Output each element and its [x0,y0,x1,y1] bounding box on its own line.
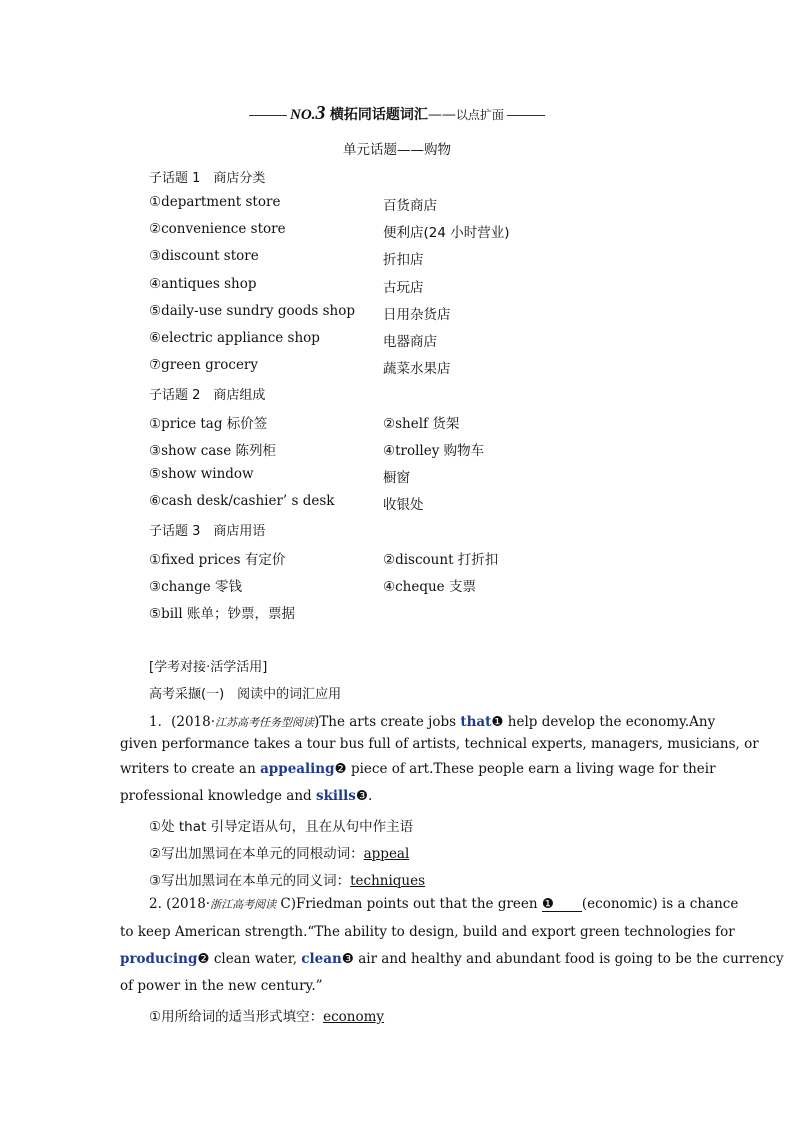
topic1-en: ⑤daily-use sundry goods shop [149,303,356,319]
title-dash: — [427,107,442,123]
practice-heading: [学考对接·活学活用] [149,660,268,675]
q2-line-2: to keep American strength.“The ability to design, build and export green technologies for [120,924,735,940]
topic2-item: ②shelf 货架 [383,416,460,432]
topic1-cn: 百货商店 [383,198,437,214]
q1-line-1: 1．(2018·江苏高考任务型阅读)The arts create jobs that❶ help develop the economy.Any [149,714,716,730]
topic1-heading: 子话题 1 商店分类 [149,171,266,186]
topic2-item: ①price tag 标价签 [149,416,268,432]
topic1-en: ②convenience store [149,221,286,237]
topic1-en: ③discount store [149,248,259,264]
title-dash-2: — [441,107,456,123]
topic2-item: 橱窗 [383,470,410,486]
topic1-cn: 电器商店 [383,334,437,350]
q1-answer-3: ③写出加黑词在本单元的同义词：techniques [149,873,426,889]
q1-bold-appealing: appealing [260,761,335,777]
q2-bold-producing: producing [120,951,198,967]
topic1-cn: 便利店(24 小时营业) [383,225,510,241]
topic2-item: ③show case 陈列柜 [149,443,277,459]
topic1-cn: 蔬菜水果店 [383,361,451,377]
topic1-cn: 古玩店 [383,280,424,296]
q1-bold-that: that [460,714,492,730]
q1-answer-2: ②写出加黑词在本单元的同根动词：appeal [149,846,410,862]
q2-line-4: of power in the new century.” [120,978,323,994]
practice-subheading: 高考采撷(一) 阅读中的词汇应用 [149,687,342,702]
topic2-heading: 子话题 2 商店组成 [149,388,266,403]
q2-answer-1: ①用所给词的适当形式填空：economy [149,1009,385,1025]
q2-line-1: 2. (2018·浙江高考阅读 C)Friedman points out that the green ❶ (economic) is a chance [149,896,739,912]
q2-bold-clean: clean [301,951,342,967]
section-title [0,102,794,125]
q1-line-2: given performance takes a tour bus full of artists, technical experts, managers, musicians, or [120,736,759,752]
topic1-en: ①department store [149,194,281,210]
topic3-item: ①fixed prices 有定价 [149,552,286,568]
topic2-item: ⑥cash desk/cashier’ s desk [149,493,335,509]
q1-line-3: writers to create an appealing❷ piece of art.These people earn a living wage for their [120,761,716,777]
topic2-item: ④trolley 购物车 [383,443,485,459]
topic1-en: ④antiques shop [149,276,257,292]
title-no: NO.3 [290,102,326,124]
topic1-en: ⑦green grocery [149,357,259,373]
unit-topic: 单元话题——购物 [343,142,451,158]
title-sub: 以点扩面 [455,108,504,122]
title-rule-right [507,115,545,116]
topic3-item: ③change 零钱 [149,579,243,595]
title-main: 横拓同话题词汇 [329,107,428,123]
topic1-en: ⑥electric appliance shop [149,330,320,346]
title-rule-left [249,115,287,116]
q2-line-3: producing❷ clean water, clean❸ air and healthy and abundant food is going to be the currency [120,951,784,967]
topic3-item: ②discount 打折扣 [383,552,499,568]
q2-blank: ❶ [542,897,582,912]
q1-answer-1: ①处 that 引导定语从句，且在从句中作主语 [149,819,414,835]
topic3-heading: 子话题 3 商店用语 [149,524,266,539]
topic3-item: ④cheque 支票 [383,579,476,595]
topic2-item: 收银处 [383,497,424,513]
topic1-cn: 折扣店 [383,252,424,268]
topic1-cn: 日用杂货店 [383,307,451,323]
topic2-item: ⑤show window [149,466,254,482]
q1-line-4: professional knowledge and skills❸. [120,788,373,804]
topic3-item: ⑤bill 账单；钞票，票据 [149,606,295,622]
q1-bold-skills: skills [315,788,356,804]
